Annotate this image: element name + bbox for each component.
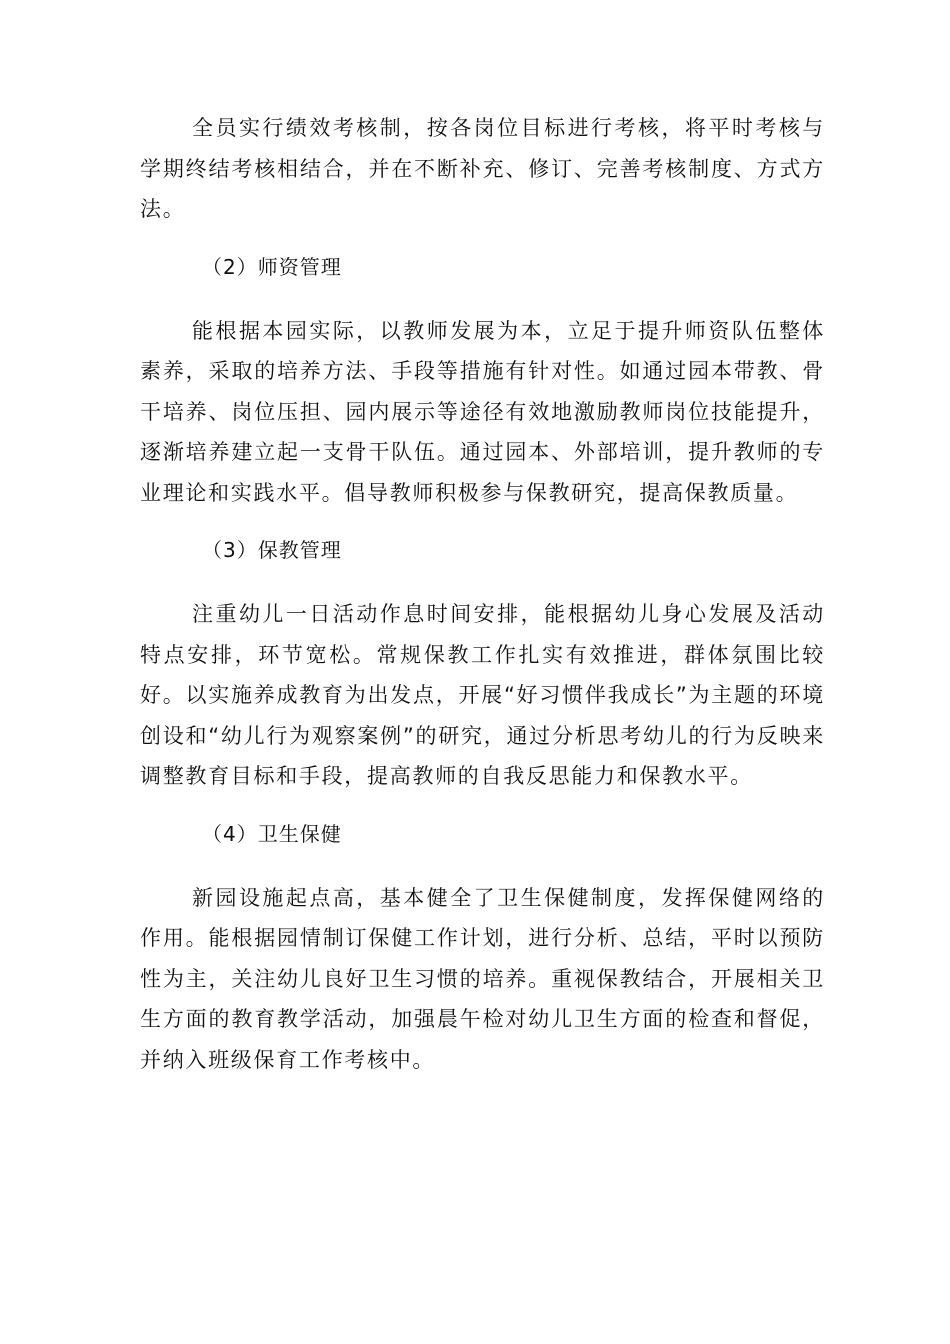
heading-teacher-management: （2）师资管理 [202,254,342,279]
paragraph-assessment: 全员实行绩效考核制，按各岗位目标进行考核，将平时考核与学期终结考核相结合，并在不断补充、修订、完善考核制度、方式方法。 [140,116,825,221]
paragraph-teacher-management: 能根据本园实际，以教师发展为本，立足于提升师资队伍整体素养，采取的培养方法、手段等措施有针对性。如通过园本带教、骨干培养、岗位压担、园内展示等途径有效地激励教师岗位技能提升，逐渐培养建立起一支骨干队伍。通过园本、外部培训，提升教师的专业理论和实践水平。倡导教师积极参与保教研究，提高保教质量。 [140,318,825,505]
heading-health-care: （4）卫生保健 [202,821,342,846]
paragraph-care-education-management: 注重幼儿一日活动作息时间安排，能根据幼儿身心发展及活动特点安排，环节宽松。常规保教工作扎实有效推进，群体氛围比较好。以实施养成教育为出发点，开展“好习惯伴我成长”为主题的环境创设和“幼儿行为观察案例”的研究，通过分析思考幼儿的行为反映来调整教育目标和手段，提高教师的自我反思能力和保教水平。 [140,602,825,788]
paragraph-health-care: 新园设施起点高，基本健全了卫生保健制度，发挥保健网络的作用。能根据园情制订保健工作计划，进行分析、总结，平时以预防性为主，关注幼儿良好卫生习惯的培养。重视保教结合，开展相关卫生方面的教育教学活动，加强晨午检对幼儿卫生方面的检查和督促，并纳入班级保育工作考核中。 [140,885,825,1072]
heading-care-education-management: （3）保教管理 [202,538,342,562]
document-page [140,108,825,1080]
